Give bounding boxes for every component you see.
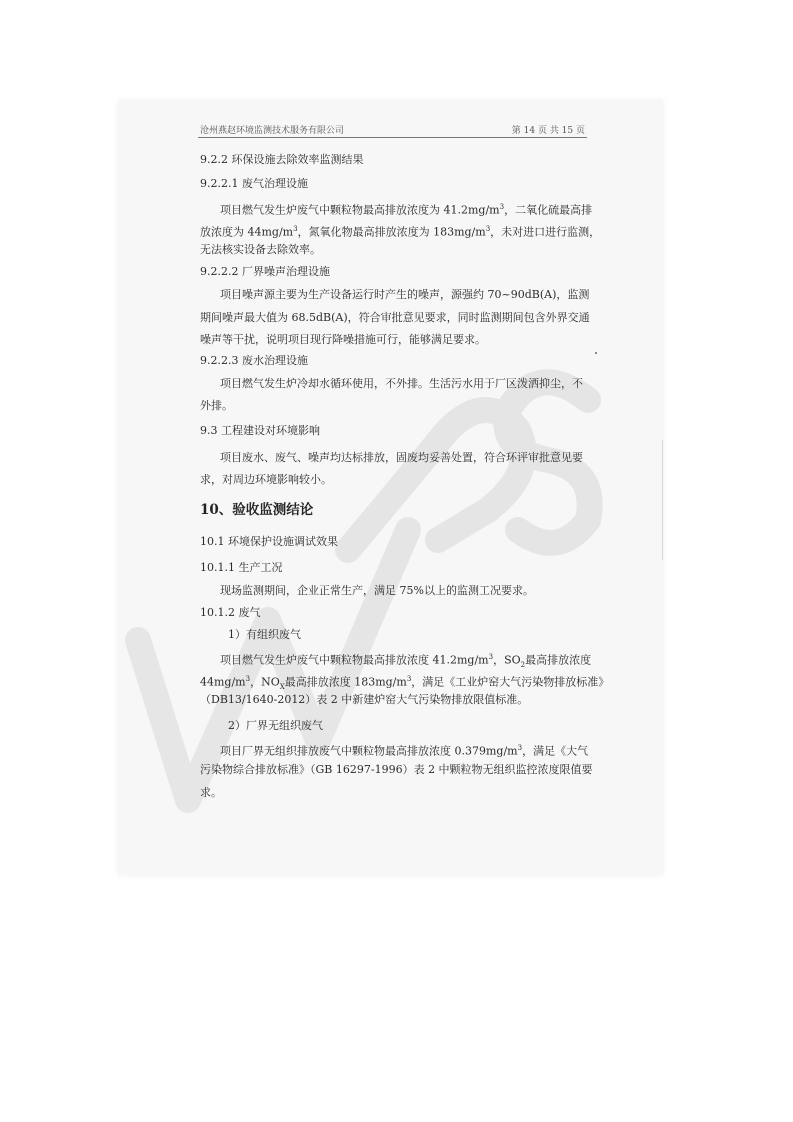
scan-dot	[595, 352, 597, 354]
paragraph-line: 求，对周边环境影响较小。	[200, 473, 332, 486]
heading-9-2-2-1: 9.2.2.1 废气治理设施	[200, 177, 308, 190]
paragraph-line: $44mg/m^3$，$NO_X$最高排放浓度 $183mg/m^3$，满足《工业炉窑大气污染物排放标准》	[200, 675, 610, 691]
paragraph-line: 项目厂界无组织排放废气中颗粒物最高排放浓度 $0.379mg/m^3$，满足《大气	[220, 744, 589, 758]
paragraph-line: 项目噪声源主要为生产设备运行时产生的噪声，源强约 70~90dB(A)，监测	[220, 288, 590, 301]
heading-9-2-2-3: 9.2.2.3 废水治理设施	[200, 354, 308, 367]
paragraph-line: 求。	[200, 786, 222, 799]
paragraph-line: 噪声等干扰，说明项目现行降噪措施可行，能够满足要求。	[200, 333, 486, 346]
heading-10-1-2: 10.1.2 废气	[200, 606, 261, 619]
paragraph-line: 污染物综合排放标准》（GB 16297-1996）表 2 中颗粒物无组织监控浓度限值要	[200, 763, 593, 776]
company-name: 沧州燕赵环境监测技术服务有限公司	[200, 126, 345, 136]
subheading-organized: 1）有组织废气	[228, 628, 301, 641]
paragraph-line: 期间噪声最大值为 68.5dB(A)，符合审批意见要求，同时监测期间包含外界交通	[200, 311, 590, 324]
paragraph-line: 无法核实设备去除效率。	[200, 243, 321, 256]
paragraph-line: 现场监测期间，企业正常生产，满足 75%以上的监测工况要求。	[220, 584, 534, 597]
paragraph-line: 项目燃气发生炉冷却水循环使用，不外排。生活污水用于厂区泼洒抑尘，不	[220, 377, 583, 390]
heading-9-2-2-2: 9.2.2.2 厂界噪声治理设施	[200, 265, 330, 278]
heading-9-3: 9.3 工程建设对环境影响	[200, 424, 320, 437]
paragraph-line: 外排。	[200, 399, 233, 412]
page-edge-mark	[662, 440, 663, 560]
heading-10-1: 10.1 环境保护设施调试效果	[200, 535, 338, 548]
heading-10-1-1: 10.1.1 生产工况	[200, 561, 283, 574]
paragraph-line: 项目废水、废气、噪声均达标排放，固废均妥善处置，符合环评审批意见要	[220, 451, 583, 464]
paragraph-line: 项目燃气发生炉废气中颗粒物最高排放浓度 $41.2mg/m^3$，$SO_2$最高排放浓度	[220, 653, 592, 669]
paragraph-line: （DB13/1640-2012）表 2 中新建炉窑大气污染物排放限值标准。	[200, 693, 529, 706]
paragraph-line: 项目燃气发生炉废气中颗粒物最高排放浓度为 $41.2mg/m^3$，二氧化硫最高排	[220, 203, 593, 217]
page-number: 第 14 页 共 15 页	[511, 126, 585, 136]
paragraph-line: 放浓度为 $44mg/m^3$，氮氧化物最高排放浓度为 $183mg/m^3$，未对进口进行监测，	[200, 225, 601, 239]
header-rule	[198, 137, 587, 138]
heading-10: 10、验收监测结论	[200, 502, 314, 518]
heading-9-2-2: 9.2.2 环保设施去除效率监测结果	[200, 153, 364, 166]
subheading-fugitive: 2）厂界无组织废气	[228, 719, 323, 732]
page-header	[200, 121, 585, 137]
